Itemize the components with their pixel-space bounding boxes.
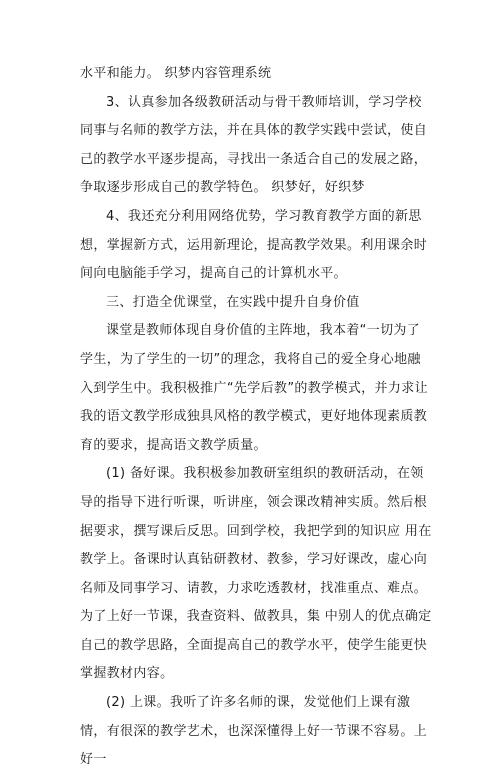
paragraph-lesson-teaching: (2) 上课。我听了许多名师的课，发觉他们上课有激情，有很深的教学艺术，也深深懂得上好一节课不容易。上好一 [80, 695, 428, 768]
paragraph-classroom: 课堂是教师体现自身价值的主阵地，我本着“一切为了学生，为了学生的一切”的理念，我将自己的爱全身心地融入到学生中。我积极推广“先学后教”的教学模式，并力求让我的语文教学形成独具风格的教学模式，更好地体现素质教育的要求，提高语文教学质量。 [80, 323, 428, 453]
paragraph-item-3: 3、认真参加各级教研活动与骨干教师培训，学习学校同事与名师的教学方法，并在具体的教学实践中尝试，使自己的教学水平逐步提高，寻找出一条适合自己的发展之路，争取逐步形成自己的教学特色。 织梦好，好织梦 [80, 94, 428, 196]
paragraph-continuation: 水平和能力。 织梦内容管理系统 [80, 66, 272, 81]
paragraph-item-4: 4、我还充分利用网络优势，学习教育教学方面的新思想，掌握新方式，运用新理论，提高教学效果。利用课余时间向电脑能手学习，提高自己的计算机水平。 [80, 208, 428, 282]
section-heading-3: 三、打造全优课堂，在实践中提升自身价值 [106, 294, 360, 310]
paragraph-lesson-prep: (1) 备好课。我积极参加教研室组织的教研活动，在领导的指导下进行听课，听讲座，领会课改精神实质。然后根据要求，撰写课后反思。回到学校，我把学到的知识应 用在教学上。备课时认真钻研教材、教参，学习好课改，虚心向名师及同事学习、请教，力求吃透教材，找准重点、难点。为了上好一节课，我查资料、做教具，集 中别人的优点确定自己的教学思路，全面提高自己的教学水平，使学生能更快掌握教材内容。 [80, 466, 432, 682]
document-body [80, 60, 432, 775]
